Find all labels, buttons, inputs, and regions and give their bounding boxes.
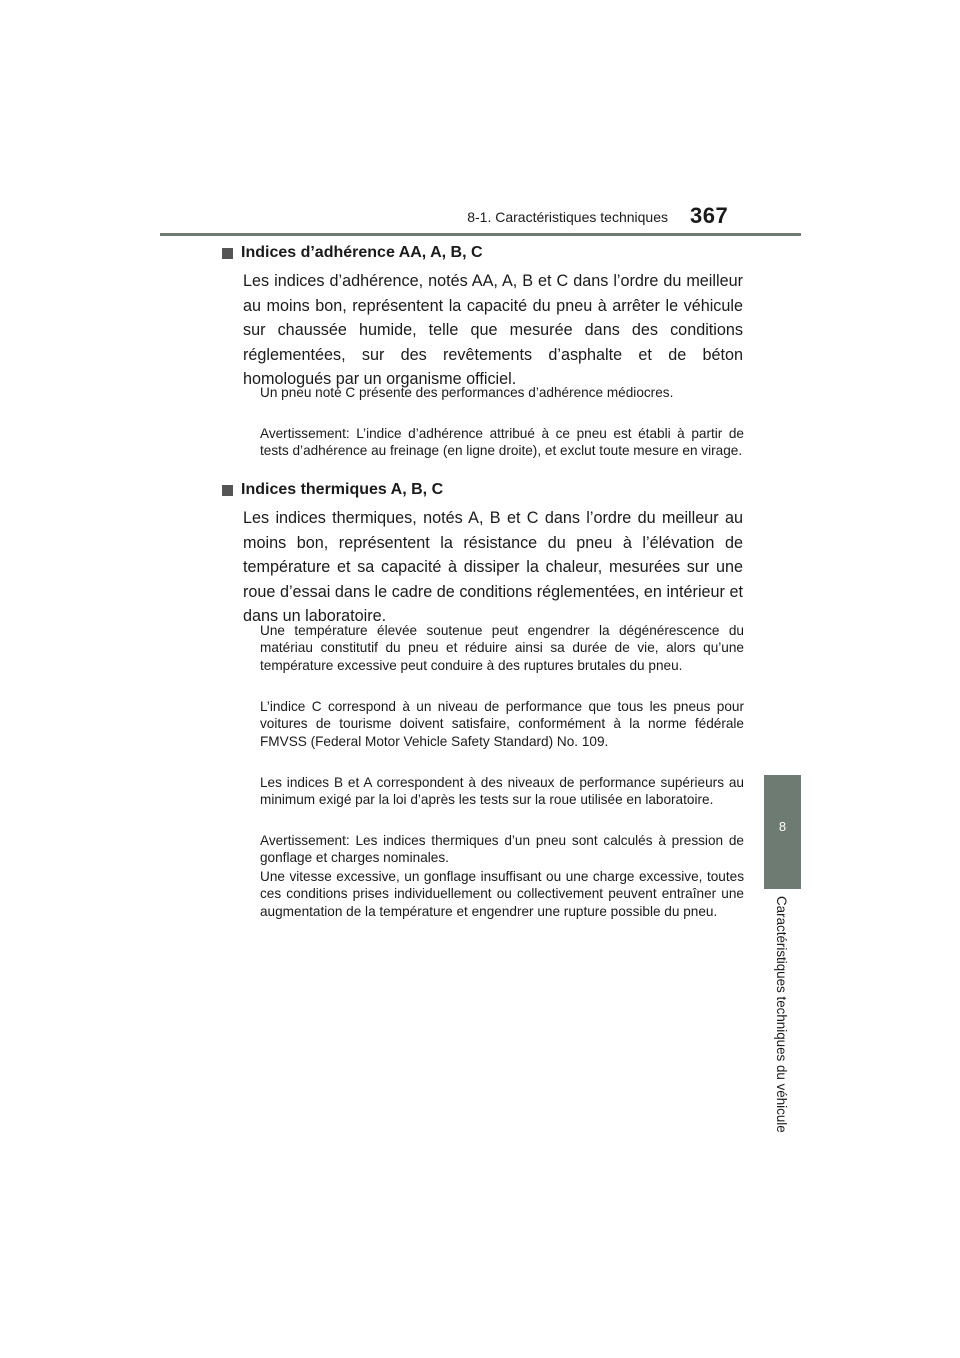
page-number: 367 [690,203,729,228]
note: Un pneu noté C présente des performances d’adhérence médiocres. [260,385,674,400]
header-divider [160,233,801,236]
square-bullet-icon [222,485,233,496]
note: Les indices B et A correspondent à des niveaux de performance supérieurs au minimum exigé par la loi d’après les tests sur la roue utilisée en laboratoire. [260,775,744,808]
chapter-number: 8 [778,819,787,834]
note: Avertissement: Les indices thermiques d’un pneu sont calculés à pression de gonflage et charges nominales. [260,833,744,866]
note: Une vitesse excessive, un gonflage insuffisant ou une charge excessive, toutes ces conditions prises individuellement ou collectivement peuvent entraîner une augmentation de la température et engendrer une rupture possible du pneu. [260,869,744,919]
header-section-title: 8-1. Caractéristiques techniques [467,209,668,225]
section-heading-text: Indices d’adhérence AA, A, B, C [241,244,483,261]
section-heading [222,244,762,262]
section-body: Les indices d’adhérence, notés AA, A, B et C dans l’ordre du meilleur au moins bon, représentent la capacité du pneu à arrêter le véhicule sur chaussée humide, telle que mesurée dans des conditions réglementées, sur des revêtements d’asphalte et de béton homologués par un organisme officiel. [243,272,743,388]
chapter-title-text: Caractéristiques techniques du véhicule [774,896,789,1133]
chapter-tab [764,775,801,889]
section-body: Les indices thermiques, notés A, B et C dans l’ordre du meilleur au moins bon, représentent la résistance du pneu à l’élévation de température et sa capacité à dissiper la chaleur, mesurées sur une roue d’essai dans le cadre de conditions réglementées, en intérieur et dans un laboratoire. [243,509,743,625]
note: Une température élevée soutenue peut engendrer la dégénérescence du matériau constitutif du pneu et réduire ainsi sa durée de vie, alors qu’une température excessive peut conduire à des ruptures brutales du pneu. [260,623,744,673]
square-bullet-icon [222,248,233,259]
note: L’indice C correspond à un niveau de performance que tous les pneus pour voitures de tourisme doivent satisfaire, conformément à la norme fédérale FMVSS (Federal Motor Vehicle Safety Standard) No. 109. [260,699,744,749]
section-heading [222,481,762,499]
section-heading-text: Indices thermiques A, B, C [241,481,444,498]
note: Avertissement: L’indice d’adhérence attribué à ce pneu est établi à partir de tests d’adhérence au freinage (en ligne droite), et exclut toute mesure en virage. [260,426,744,459]
